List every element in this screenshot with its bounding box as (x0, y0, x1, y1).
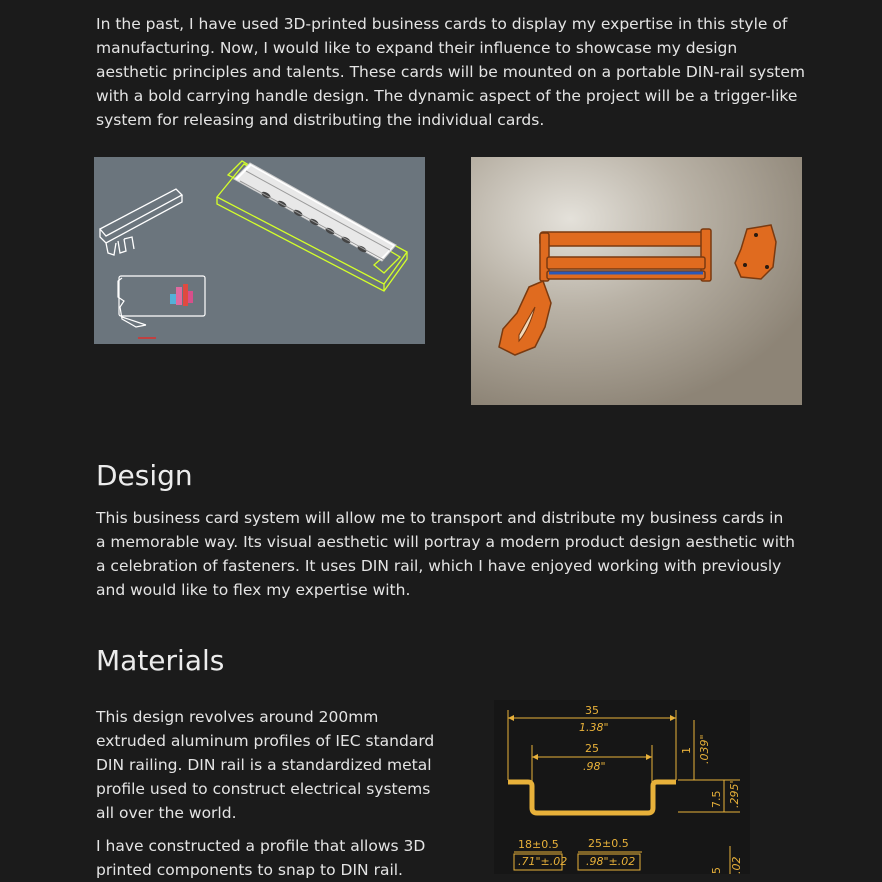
dim-02-label: .02 (730, 856, 743, 874)
materials-paragraph-1: This design revolves around 200mm extruded aluminum profiles of IEC standard DIN railing. DIN rail is a standardized metal profile used to construct electrical systems all over the world. (96, 708, 435, 822)
dim-35-label: 35 (585, 704, 599, 717)
handle-sketch-photo (471, 157, 802, 405)
dim-7-5-label: 7.5 (710, 790, 723, 808)
dim-25b-label: 25±0.5 (588, 837, 629, 850)
dim-25b-inch-label: .98"±.02 (586, 855, 636, 868)
intro-paragraph: In the past, I have used 3D-printed business cards to display my expertise in this style of manufacturing. Now, I would like to expand their influence to showcase my design aesthetic principles and talents. These cards will be mounted on a portable DIN-rail system with a bold carrying handle design. The dynamic aspect of the project will be a trigger-like system for releasing and distributing the individual cards. (96, 15, 806, 129)
materials-paragraph-2: I have constructed a profile that allows 3D printed components to snap to DIN rail. (96, 837, 426, 879)
din-rail-dimension-drawing (494, 700, 750, 874)
dim-5-label: 5 (710, 867, 723, 874)
design-paragraph: This business card system will allow me to transport and distribute my business cards in a memorable way. Its visual aesthetic will portray a modern product design aesthetic with a celebration of fasteners. It uses DIN rail, which I have enjoyed working with previously and would like to flex my expertise with. (96, 509, 795, 599)
dim-18-inch-label: .71"±.02 (518, 855, 568, 868)
dim-25-label: 25 (585, 742, 599, 755)
dim-1-inch-label: .039" (698, 734, 711, 764)
dim-7-5-inch-label: .295" (728, 778, 741, 808)
dim-35-inch-label: 1.38" (579, 721, 609, 734)
dim-25-inch-label: .98" (583, 760, 606, 773)
cad-rendering-image (94, 157, 425, 344)
dim-18-label: 18±0.5 (518, 838, 559, 851)
materials-heading: Materials (96, 644, 225, 677)
design-heading: Design (96, 459, 193, 492)
dim-1-label: 1 (680, 747, 693, 754)
